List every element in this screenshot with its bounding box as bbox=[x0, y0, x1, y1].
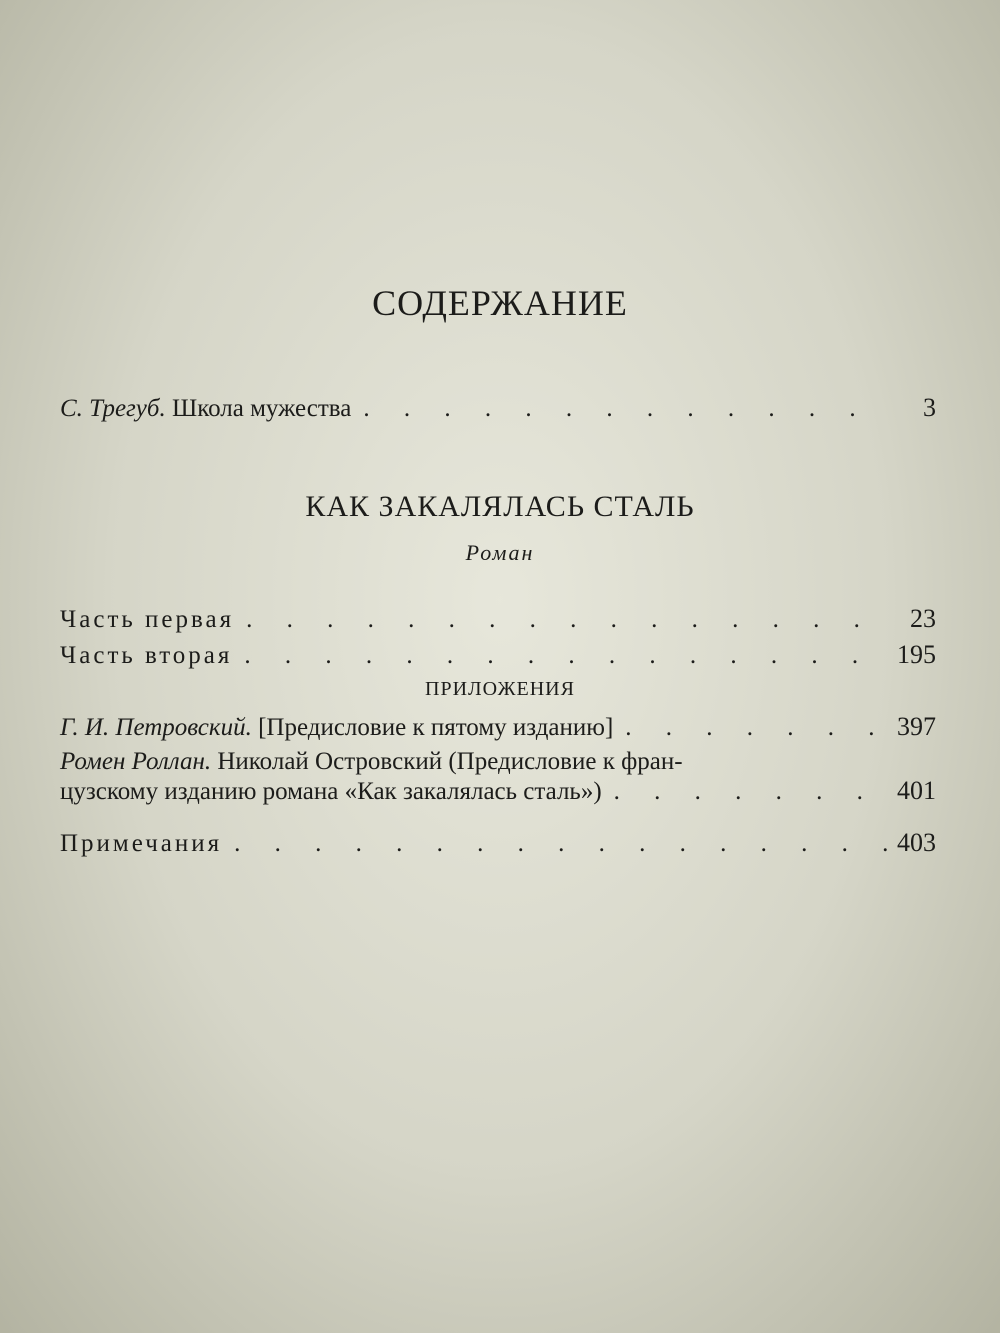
toc-entry-part-1 bbox=[60, 604, 936, 634]
toc-entry-appendix-1 bbox=[60, 712, 936, 742]
toc-entry-notes bbox=[60, 828, 936, 858]
toc-entry-label bbox=[60, 395, 351, 423]
toc-entry-appendix-2-line-2 bbox=[60, 776, 936, 806]
toc-entry-author: Г. И. Петровский. bbox=[60, 714, 252, 741]
leader-dots bbox=[351, 395, 888, 423]
toc-entry-title: Школа мужества bbox=[171, 395, 352, 422]
leader-dots bbox=[613, 714, 888, 742]
leader-dots bbox=[234, 606, 888, 634]
leader-dots bbox=[232, 642, 888, 670]
toc-entry-part-2 bbox=[60, 640, 936, 670]
toc-entry-page: 23 bbox=[910, 604, 936, 633]
toc-entry-title: Часть вторая bbox=[60, 642, 233, 669]
toc-entry-intro bbox=[60, 393, 936, 423]
show-through-text bbox=[420, 350, 426, 377]
page-title: СОДЕРЖАНИЕ bbox=[372, 283, 628, 323]
toc-entry-page: 3 bbox=[923, 393, 936, 422]
leader-dots bbox=[602, 778, 888, 806]
leader-dots bbox=[222, 830, 888, 858]
appendices-heading: ПРИЛОЖЕНИЯ bbox=[425, 678, 575, 700]
toc-entry-title-line-2: цузскому изданию романа «Как закалялась сталь») bbox=[60, 778, 602, 805]
toc-entry-author: Ромен Роллан. bbox=[60, 748, 212, 775]
toc-entry-label bbox=[60, 714, 613, 742]
toc-entry-page: 397 bbox=[897, 712, 936, 741]
toc-entry-title: Часть первая bbox=[60, 606, 235, 633]
novel-title: КАК ЗАКАЛЯЛАСЬ СТАЛЬ bbox=[305, 490, 695, 523]
toc-entry-author: С. Трегуб. bbox=[60, 395, 166, 422]
toc-entry-page: 195 bbox=[897, 640, 936, 669]
toc-entry-page: 403 bbox=[897, 828, 936, 857]
novel-subtitle: Роман bbox=[465, 540, 535, 565]
toc-entry-title: [Предисловие к пятому изданию] bbox=[258, 714, 614, 741]
toc-entry-page: 401 bbox=[897, 776, 936, 805]
toc-entry-title: Примечания bbox=[60, 830, 223, 857]
toc-entry-title-line-1: Николай Островский (Предисловие к фран- bbox=[217, 748, 683, 775]
toc-entry-appendix-2-line-1 bbox=[60, 748, 936, 776]
